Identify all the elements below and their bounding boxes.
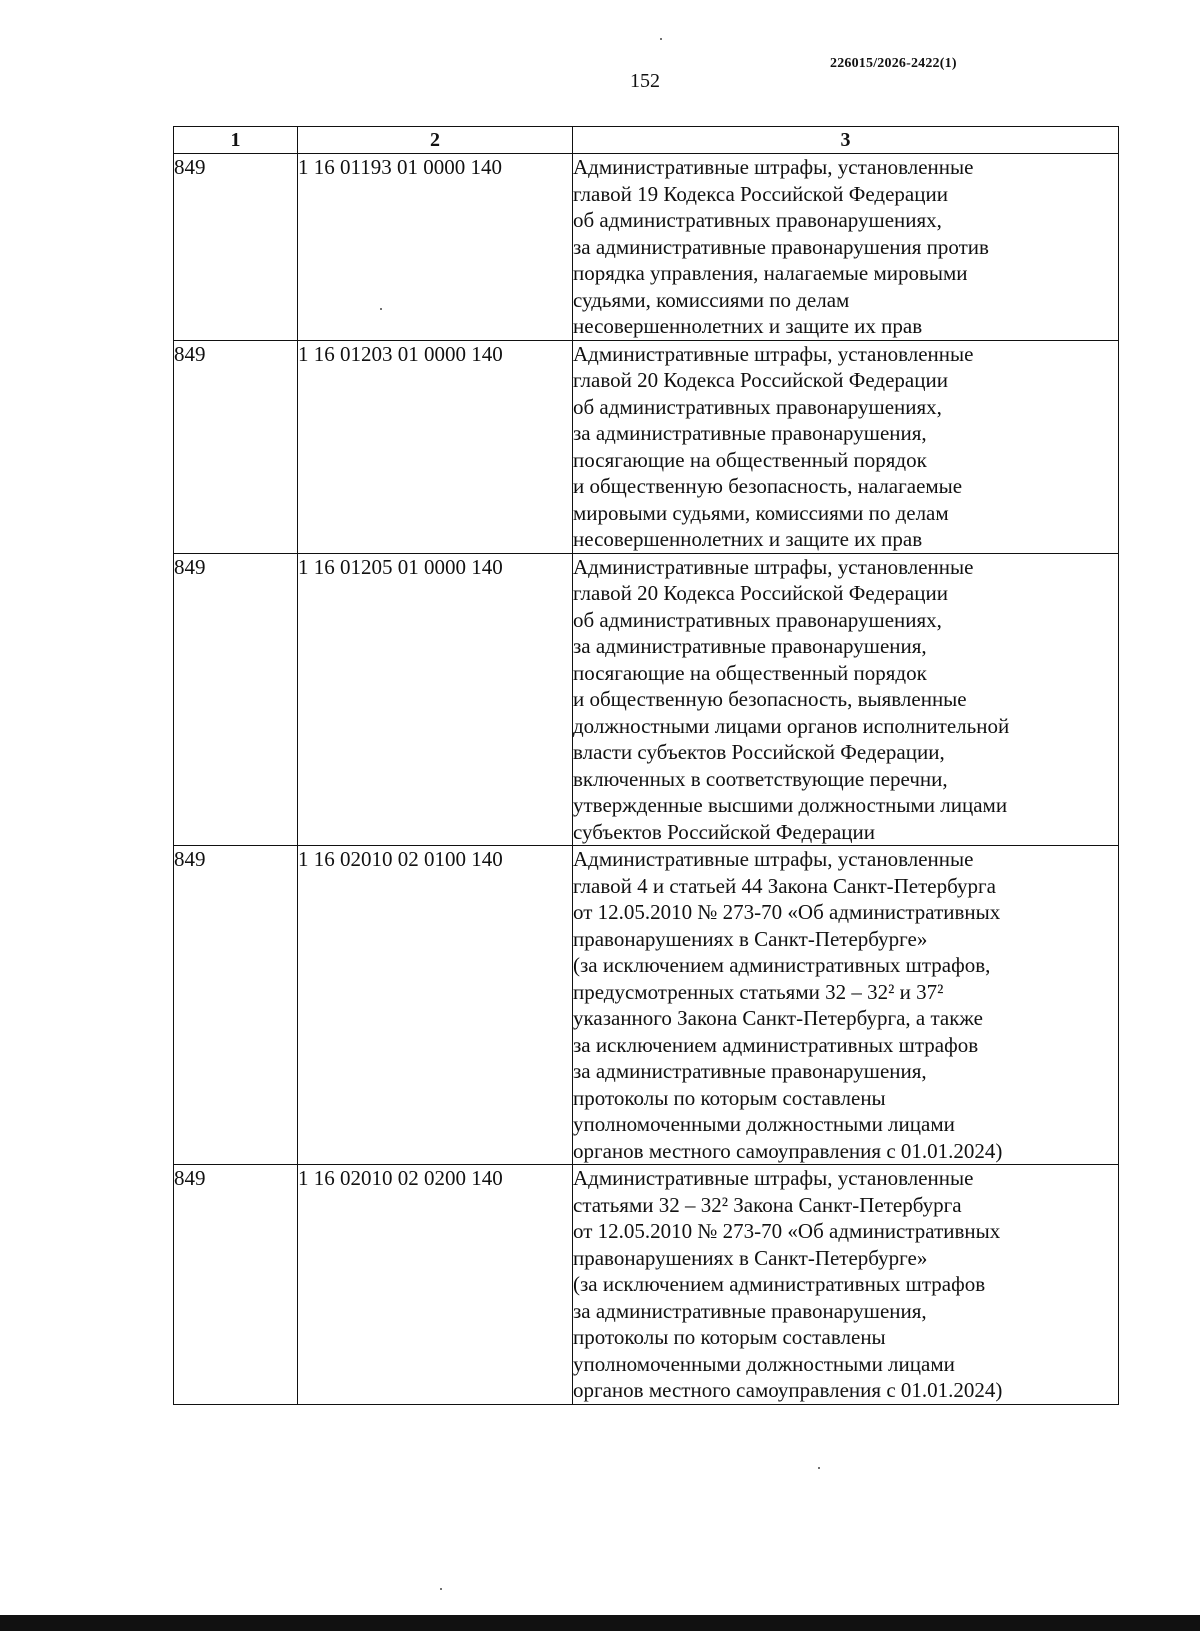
document-number: 226015/2026-2422(1)	[830, 56, 957, 71]
description-line: органов местного самоуправления с 01.01.2024)	[573, 1138, 1003, 1163]
kbk-code-cell: 1 16 01205 01 0000 140	[298, 553, 573, 846]
description-line: протоколы по которым составлены	[573, 1085, 886, 1110]
description-line: за административные правонарушения,	[573, 1298, 927, 1323]
description-line: за административные правонарушения,	[573, 1059, 927, 1083]
description-line: (за исключением административных штрафов	[573, 1272, 986, 1296]
description-line: об административных правонарушениях,	[573, 394, 942, 419]
description-line: судьями, комиссиями по делам	[573, 287, 850, 312]
description-line: власти субъектов Российской Федерации,	[573, 740, 945, 764]
description-line: за административные правонарушения,	[573, 634, 927, 658]
description-line: порядка управления, налагаемые мировыми	[573, 261, 968, 285]
column-header-1: 1	[174, 127, 298, 154]
description-line: статьями 32 – 32² Закона Санкт-Петербурга	[573, 1192, 962, 1217]
scan-speck	[440, 1588, 442, 1590]
description-cell	[573, 553, 1119, 846]
description-line: указанного Закона Санкт-Петербурга, а также	[573, 1006, 983, 1030]
scan-edge-bar	[0, 1615, 1200, 1631]
description-cell	[573, 340, 1119, 553]
kbk-code-cell: 1 16 02010 02 0200 140	[298, 1165, 573, 1405]
scan-speck	[660, 38, 662, 40]
description-line: Административные штрафы, установленные	[573, 155, 974, 179]
description-line: уполномоченными должностными лицами	[573, 1112, 955, 1136]
column-header-2: 2	[298, 127, 573, 154]
kbk-code-cell: 1 16 01193 01 0000 140	[298, 154, 573, 341]
description-line: Административные штрафы, установленные	[573, 341, 974, 366]
description-cell	[573, 846, 1119, 1165]
kbk-code-cell: 1 16 02010 02 0100 140	[298, 846, 573, 1165]
description-cell	[573, 1165, 1119, 1405]
description-line: за исключением административных штрафов	[573, 1032, 979, 1057]
admin-code-cell: 849	[174, 154, 298, 341]
table-row	[174, 553, 1119, 846]
description-line: главой 20 Кодекса Российской Федерации	[573, 368, 948, 392]
description-line: должностными лицами органов исполнительной	[573, 713, 1010, 738]
budget-codes-table	[173, 126, 1119, 1405]
scan-speck	[380, 308, 382, 310]
description-line: уполномоченными должностными лицами	[573, 1351, 955, 1376]
description-line: от 12.05.2010 № 273-70 «Об административных	[573, 1219, 1001, 1243]
column-header-3: 3	[573, 127, 1119, 154]
description-line: субъектов Российской Федерации	[573, 819, 876, 844]
description-line: за административные правонарушения против	[573, 234, 989, 259]
description-line: главой 19 Кодекса Российской Федерации	[573, 181, 948, 206]
description-line: и общественную безопасность, выявленные	[573, 687, 967, 711]
admin-code-cell: 849	[174, 553, 298, 846]
description-line: правонарушениях в Санкт-Петербурге»	[573, 926, 928, 951]
kbk-code-cell: 1 16 01203 01 0000 140	[298, 340, 573, 553]
description-cell	[573, 154, 1119, 341]
description-line: утвержденные высшими должностными лицами	[573, 793, 1008, 817]
description-line: главой 4 и статьей 44 Закона Санкт-Петербурга	[573, 873, 996, 898]
description-line: и общественную безопасность, налагаемые	[573, 474, 963, 498]
table-row	[174, 846, 1119, 1165]
description-line: посягающие на общественный порядок	[573, 660, 927, 685]
table-header-row	[174, 127, 1119, 154]
description-line: посягающие на общественный порядок	[573, 447, 927, 472]
description-line: Административные штрафы, установленные	[573, 847, 974, 871]
page-number: 152	[630, 70, 660, 92]
table-row	[174, 154, 1119, 341]
admin-code-cell: 849	[174, 1165, 298, 1405]
description-line: об административных правонарушениях,	[573, 607, 942, 632]
table-row	[174, 340, 1119, 553]
table-row	[174, 1165, 1119, 1405]
description-line: Административные штрафы, установленные	[573, 1166, 974, 1190]
table-body	[174, 154, 1119, 1405]
description-line: включенных в соответствующие перечни,	[573, 766, 948, 791]
description-line: несовершеннолетних и защите их прав	[573, 314, 923, 338]
description-line: Административные штрафы, установленные	[573, 554, 974, 579]
description-line: органов местного самоуправления с 01.01.2024)	[573, 1378, 1003, 1402]
description-line: правонарушениях в Санкт-Петербурге»	[573, 1245, 928, 1270]
description-line: за административные правонарушения,	[573, 421, 927, 445]
description-line: несовершеннолетних и защите их прав	[573, 527, 923, 551]
description-line: протоколы по которым составлены	[573, 1325, 886, 1349]
description-line: мировыми судьями, комиссиями по делам	[573, 500, 949, 525]
admin-code-cell: 849	[174, 340, 298, 553]
description-line: (за исключением административных штрафов,	[573, 953, 991, 977]
description-line: от 12.05.2010 № 273-70 «Об административных	[573, 900, 1001, 924]
scan-speck	[818, 1467, 820, 1469]
description-line: предусмотренных статьями 32 – 32² и 37²	[573, 979, 944, 1004]
description-line: главой 20 Кодекса Российской Федерации	[573, 581, 948, 605]
admin-code-cell: 849	[174, 846, 298, 1165]
description-line: об административных правонарушениях,	[573, 208, 942, 232]
